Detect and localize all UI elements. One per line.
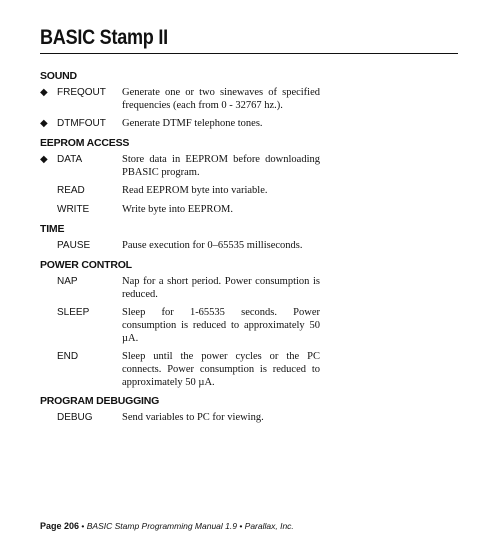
diamond-bullet-icon: ◆ — [40, 154, 48, 165]
command-row — [40, 350, 460, 389]
command-description: Generate DTMF telephone tones. — [122, 118, 263, 129]
command-row — [40, 411, 460, 425]
command-description: Generate one or two sinewaves of specified frequencies (each from 0 - 32767 hz.). — [122, 87, 320, 111]
command-name: DATA — [57, 154, 83, 165]
command-name: END — [57, 351, 79, 362]
command-row — [40, 184, 460, 198]
command-description: Write byte into EEPROM. — [122, 204, 233, 215]
command-row — [40, 153, 460, 179]
diamond-bullet-icon: ◆ — [40, 87, 48, 98]
command-name: FREQOUT — [57, 87, 106, 98]
command-description: Store data in EEPROM before downloading PBASIC program. — [122, 154, 320, 178]
section-time — [40, 223, 460, 253]
command-name: WRITE — [57, 204, 90, 215]
diamond-bullet-icon: ◆ — [40, 118, 48, 129]
title-rule — [40, 53, 458, 54]
section-heading: POWER CONTROL — [40, 259, 132, 271]
command-description: Nap for a short period. Power consumption is reduced. — [122, 276, 320, 300]
command-name: READ — [57, 185, 85, 196]
command-row — [40, 306, 460, 345]
command-row — [40, 275, 460, 301]
command-description: Sleep until the power cycles or the PC connects. Power consumption is reduced to approximately 50 µA. — [122, 351, 320, 388]
command-row — [40, 117, 460, 131]
section-sound — [40, 70, 460, 131]
section-heading: TIME — [40, 223, 65, 235]
page-title: BASIC Stamp II — [40, 26, 168, 49]
section-heading: SOUND — [40, 70, 77, 82]
command-row — [40, 239, 460, 253]
footer-page-number: Page 206 — [40, 521, 80, 531]
command-list — [40, 70, 460, 431]
section-power-control — [40, 259, 460, 389]
section-heading: EEPROM ACCESS — [40, 137, 130, 149]
command-description: Read EEPROM byte into variable. — [122, 185, 268, 196]
command-description: Send variables to PC for viewing. — [122, 412, 264, 423]
section-eeprom-access — [40, 137, 460, 217]
section-heading: PROGRAM DEBUGGING — [40, 395, 160, 407]
page-footer — [40, 521, 294, 531]
command-name: NAP — [57, 276, 78, 287]
command-name: SLEEP — [57, 307, 90, 318]
section-program-debugging — [40, 395, 460, 425]
command-name: DEBUG — [57, 412, 93, 423]
command-name: PAUSE — [57, 240, 91, 251]
footer-book-title: BASIC Stamp Programming Manual 1.9 • Parallax, Inc. — [86, 521, 294, 531]
command-name: DTMFOUT — [57, 118, 106, 129]
command-description: Pause execution for 0–65535 milliseconds. — [122, 240, 303, 251]
footer-separator: • — [79, 521, 87, 531]
command-row — [40, 203, 460, 217]
command-row — [40, 86, 460, 112]
command-description: Sleep for 1-65535 seconds. Power consumption is reduced to approximately 50 µA. — [122, 307, 320, 344]
